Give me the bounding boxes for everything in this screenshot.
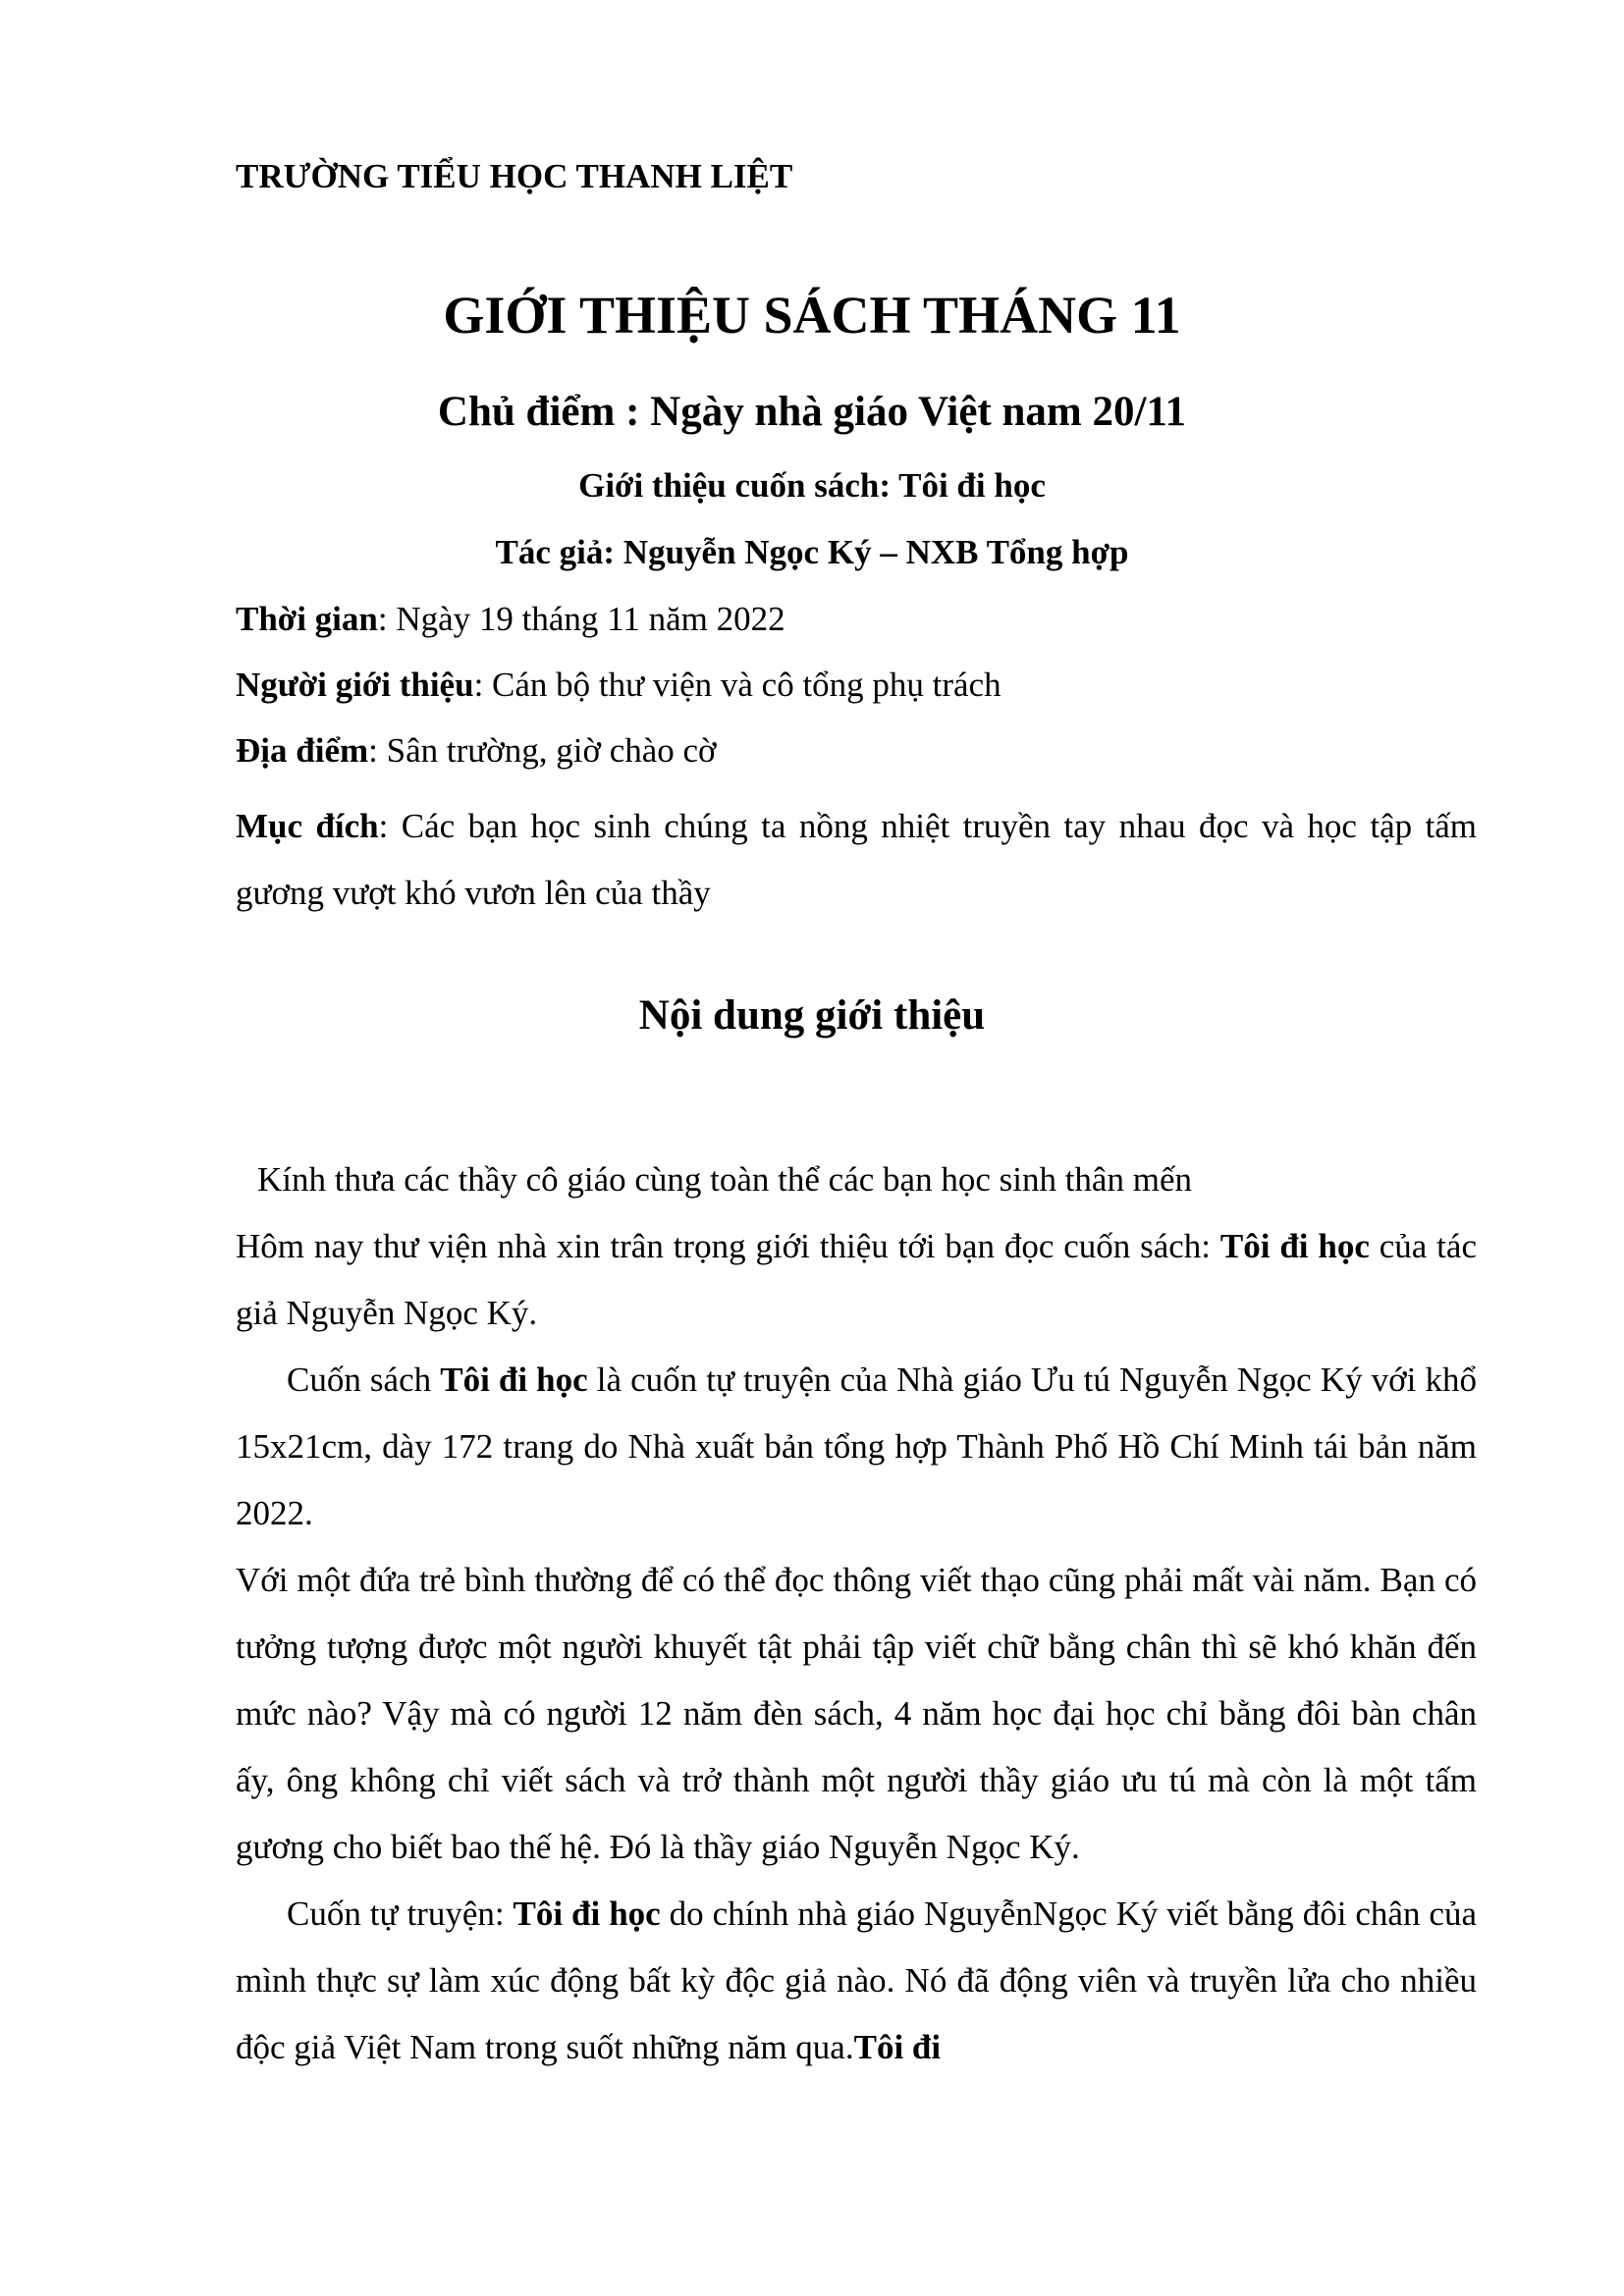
book-introduction-line: Giới thiệu cuốn sách: Tôi đi học — [578, 466, 1046, 505]
inspiration-paragraph: Với một đứa trẻ bình thường để có thể đọc thông viết thạo cũng phải mất vài năm. Bạn có tưởng tượng được một người khuyết tật phải tập viết chữ bằng chân thì sẽ khó khăn đến mức nào? Vậy mà có người 12 năm đèn sách, 4 năm học đại học chỉ bằng đôi bàn chân ấy, ông không chỉ viết sách và trở thành một người thầy giáo ưu tú mà còn là một tấm gương cho biết bao thế hệ. Đó là thầy giáo Nguyễn Ngọc Ký. — [236, 1561, 1477, 1866]
book-text-before: Cuốn sách — [287, 1361, 441, 1399]
story-book-title: Tôi đi học — [513, 1895, 661, 1933]
time-label: Thời gian — [236, 600, 378, 638]
story-trailing-title: Tôi đi — [853, 2028, 942, 2066]
info-presenter — [236, 666, 1001, 705]
greeting-paragraph: Kính thưa các thầy cô giáo cùng toàn thể các bạn học sinh thân mến — [257, 1160, 1192, 1199]
intro-text-after: của tác giả Nguyễn Ngọc Ký. — [236, 1227, 1477, 1332]
purpose-value: : Các bạn học sinh chúng ta nồng nhiệt truyền tay nhau đọc và học tập tấm gương vượt khó vươn lên của thầy — [236, 807, 1477, 912]
info-time — [236, 600, 785, 639]
book-description-paragraph — [236, 1347, 1477, 1547]
school-name: TRƯỜNG TIỂU HỌC THANH LIỆT — [236, 157, 793, 195]
story-text-before: Cuốn tự truyện: — [287, 1895, 514, 1933]
theme-subtitle: Chủ điểm : Ngày nhà giáo Việt nam 20/11 — [437, 389, 1187, 435]
purpose-label: Mục đích — [236, 807, 379, 845]
book-title-bold: Tôi đi học — [440, 1361, 588, 1399]
intro-text-before: Hôm nay thư viện nhà xin trân trọng giới thiệu tới bạn đọc cuốn sách: — [236, 1227, 1220, 1265]
info-purpose — [236, 793, 1477, 927]
section-heading: Nội dung giới thiệu — [638, 992, 986, 1039]
place-value: : Sân trường, giờ chào cờ — [368, 731, 717, 770]
place-label: Địa điểm — [236, 731, 369, 770]
book-text-after: là cuốn tự truyện của Nhà giáo Ưu tú Nguyễn Ngọc Ký với khổ 15x21cm, dày 172 trang do Nhà xuất bản tổng hợp Thành Phố Hồ Chí Minh tái bản năm 2022. — [236, 1361, 1477, 1532]
page-title: GIỚI THIỆU SÁCH THÁNG 11 — [443, 286, 1181, 345]
intro-paragraph — [236, 1213, 1477, 1347]
story-text-after: do chính nhà giáo NguyễnNgọc Ký viết bằng đôi chân của mình thực sự làm xúc động bất kỳ độc giả nào. Nó đã động viên và truyền lửa cho nhiều độc giả Việt Nam trong suốt những năm qua. — [236, 1895, 1477, 2066]
time-value: : Ngày 19 tháng 11 năm 2022 — [377, 600, 785, 638]
story-paragraph — [236, 1881, 1477, 2081]
presenter-value: : Cán bộ thư viện và cô tổng phụ trách — [473, 666, 1001, 704]
author-publisher-line: Tác giả: Nguyễn Ngọc Ký – NXB Tổng hợp — [495, 533, 1129, 571]
intro-book-title: Tôi đi học — [1219, 1227, 1370, 1265]
info-place — [236, 731, 717, 771]
presenter-label: Người giới thiệu — [236, 666, 474, 704]
